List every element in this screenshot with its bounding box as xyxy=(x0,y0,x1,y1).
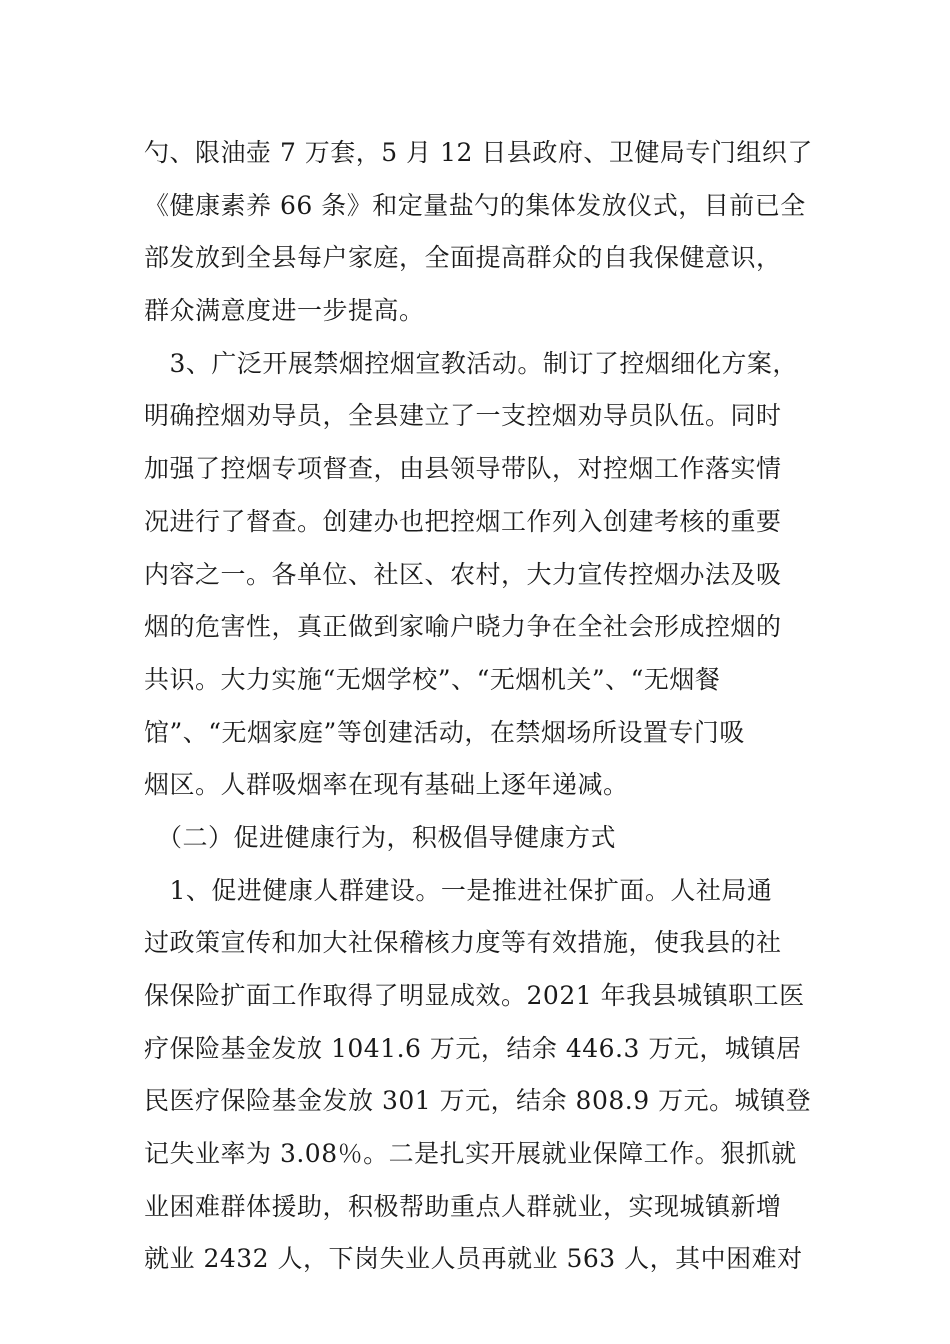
text-line: 就业 2432 人，下岗失业人员再就业 563 人，其中困难对 xyxy=(144,1244,803,1274)
text-line: 《健康素养 66 条》和定量盐勺的集体发放仪式，目前已全 xyxy=(144,190,806,220)
text-line: 业困难群体援助，积极帮助重点人群就业，实现城镇新增 xyxy=(144,1191,782,1221)
text-line: 记失业率为 3.08％。二是扎实开展就业保障工作。狠抓就 xyxy=(144,1139,797,1169)
text-line: 部发放到全县每户家庭，全面提高群众的自我保健意识， xyxy=(144,243,782,273)
text-line: 明确控烟劝导员，全县建立了一支控烟劝导员队伍。同时 xyxy=(144,401,782,431)
text-line: 群众满意度进一步提高。 xyxy=(144,296,425,326)
text-line: 民医疗保险基金发放 301 万元，结余 808.9 万元。城镇登 xyxy=(144,1086,812,1116)
paragraph-3-start: 3、广泛开展禁烟控烟宣教活动。制订了控烟细化方案， xyxy=(144,348,798,378)
paragraph-1-start: 1、促进健康人群建设。一是推进社保扩面。人社局通 xyxy=(144,875,773,905)
text-line: 保保险扩面工作取得了明显成效。2021 年我县城镇职工医 xyxy=(144,981,805,1010)
section-heading: （二）促进健康行为，积极倡导健康方式 xyxy=(144,822,617,852)
text-line: 疗保险基金发放 1041.6 万元，结余 446.3 万元，城镇居 xyxy=(144,1033,802,1063)
text-line: 过政策宣传和加大社保稽核力度等有效措施，使我县的社 xyxy=(144,928,782,958)
text-line: 况进行了督查。创建办也把控烟工作列入创建考核的重要 xyxy=(144,506,782,536)
text-line: 内容之一。各单位、社区、农村，大力宣传控烟办法及吸 xyxy=(144,559,782,589)
text-line: 共识。大力实施“无烟学校”、“无烟机关”、“无烟餐 xyxy=(144,664,721,694)
body-text xyxy=(144,127,814,1286)
text-line: 勺、限油壶 7 万套，5 月 12 日县政府、卫健局专门组织了 xyxy=(144,138,813,167)
text-line: 馆”、“无烟家庭”等创建活动，在禁烟场所设置专门吸 xyxy=(144,717,745,747)
text-line: 加强了控烟专项督查，由县领导带队，对控烟工作落实情 xyxy=(144,454,782,484)
text-line: 烟的危害性，真正做到家喻户晓力争在全社会形成控烟的 xyxy=(144,612,782,642)
text-line: 烟区。人群吸烟率在现有基础上逐年递减。 xyxy=(144,770,629,800)
